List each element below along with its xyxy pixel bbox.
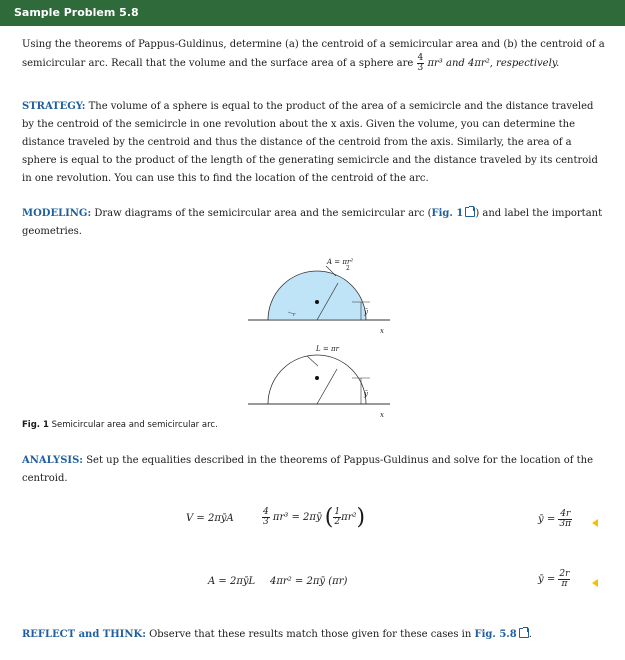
analysis-label: ANALYSIS: [22, 455, 84, 466]
section-title: Sample Problem 5.8 [14, 6, 139, 19]
eq1-frac-num: 4 [263, 507, 269, 517]
fig58-link[interactable]: Fig. 5.8 [474, 629, 517, 640]
reflect-end: . [528, 629, 532, 640]
reflect-label: REFLECT and THINK: [22, 629, 146, 640]
result2-den: π [561, 579, 568, 589]
eq1-frac-den: 3 [263, 517, 269, 527]
result1-den: 3π [559, 519, 572, 529]
modeling-text-1: Draw diagrams of the semicircular area and the semicircular arc ( [94, 208, 432, 219]
svg-text:2: 2 [346, 265, 350, 272]
problem-text-2: πr³ and 4πr², respectively. [427, 58, 560, 69]
result2-fraction [558, 570, 570, 589]
arc-label-text: L = πr [316, 345, 339, 353]
equation-2-right: 4πr² = 2πȳ (πr) [270, 576, 348, 587]
problem-text-1: Using the theorems of Pappus-Guldinus, determine (a) the centroid of a semicircular area and (b) the centroid of a semicircular arc. Recall that the volume and the surface area of a sphere are [22, 39, 605, 69]
result-1 [538, 510, 572, 529]
modeling-text-2: ) and label the important geometries. [22, 208, 603, 237]
result2-num: 2r [559, 569, 570, 579]
svg-text:r: r [293, 312, 296, 318]
eq1-mid: πr³ = 2πȳ [272, 512, 322, 523]
result1-fraction [558, 510, 572, 529]
analysis-text: Set up the equalities described in the theorems of Pappus-Guldinus and solve for the location of the centroid. [22, 455, 594, 484]
x-axis-label-2: x [380, 411, 384, 419]
answer-marker-icon-2 [592, 579, 598, 587]
eq1-inner-num: 1 [334, 507, 341, 517]
ybar-label-2: ȳ [364, 390, 368, 398]
strategy-label: STRATEGY: [22, 101, 86, 112]
caption-number: Fig. 1 [22, 420, 49, 430]
eq1-inner-fraction [333, 508, 341, 527]
equation-1: $\frac{4}{3}$ πr³ = 2πȳ ( $\frac{1}{2}$ πr²) [263, 505, 366, 530]
fig1-link[interactable]: Fig. 1 [431, 208, 464, 219]
area-label-text: A = πr² [327, 258, 354, 266]
eq1-inner-den: 2 [334, 517, 341, 527]
x-axis-label-1: x [380, 327, 384, 335]
modeling-label: MODELING: [22, 208, 92, 219]
semicircular-area-diagram [248, 258, 390, 335]
result2-lhs: ȳ = [538, 574, 556, 585]
fraction-denominator: 3 [417, 63, 424, 73]
analysis-paragraph [22, 452, 607, 488]
reflect-paragraph [22, 626, 607, 644]
external-link-icon-2[interactable] [519, 628, 529, 638]
reflect-text: Observe that these results match those given for these cases in [149, 629, 472, 640]
answer-marker-icon [592, 519, 598, 527]
figure-caption [22, 420, 218, 430]
ybar-label-1: ȳ [364, 308, 368, 316]
equation-2-left: A = 2πȳL [208, 576, 256, 587]
result1-lhs: ȳ = [538, 514, 556, 525]
result1-num: 4r [560, 509, 571, 519]
equation-1-left: V = 2πȳA [186, 513, 234, 524]
fraction-numerator: 4 [417, 53, 424, 63]
semicircular-arc-diagram [248, 345, 390, 419]
eq1-inner-rest: πr² [341, 512, 357, 523]
strategy-text: The volume of a sphere is equal to the product of the area of a semicircle and the distance traveled by the centroid of the semicircle in one revolution about the x axis. Given the volume, you can determine the distance traveled by the centroid and thus the distance of the centroid from the axis. Similarly, the area of a sphere is equal to the product of the length of the generating semicircle and the distance traveled by its centroid in one revolution. You can use this to find the location of the centroid of the arc. [22, 101, 598, 184]
result-2 [538, 570, 570, 589]
caption-text: Semicircular area and semicircular arc. [51, 420, 218, 430]
eq1-fraction [262, 508, 270, 527]
